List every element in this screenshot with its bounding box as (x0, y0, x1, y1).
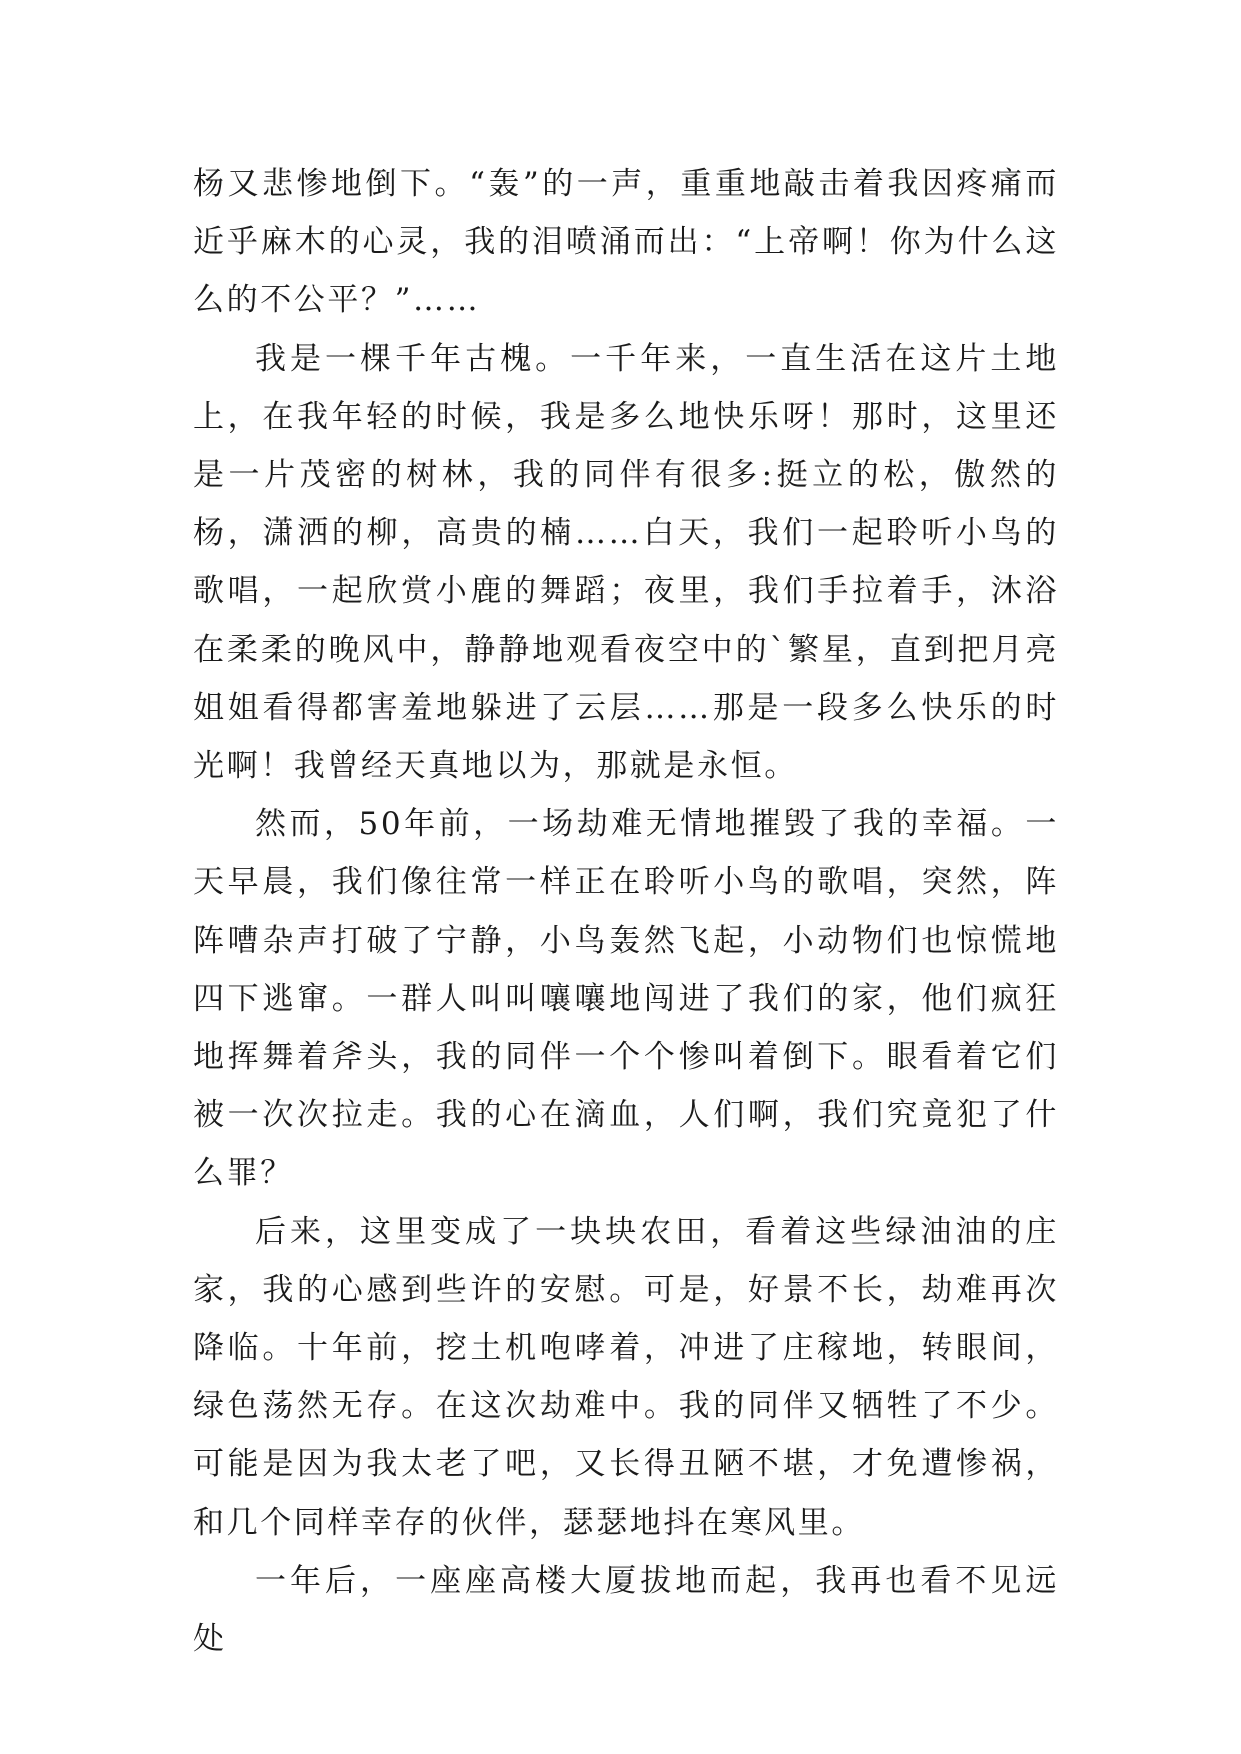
paragraph-disaster-50-years: 然而，50年前，一场劫难无情地摧毁了我的幸福。一天早晨，我们像往常一样正在聆听小鸟的歌唱，突然，阵阵嘈杂声打破了宁静，小鸟轰然飞起，小动物们也惊慌地四下逃窜。一群人叫叫嚷嚷地闯进了我们的家，他们疯狂地挥舞着斧头，我的同伴一个个惨叫着倒下。眼看着它们被一次次拉走。我的心在滴血，人们啊，我们究竟犯了什么罪？ (193, 806, 1059, 1192)
paragraph-high-rises: 一年后，一座座高楼大厦拔地而起，我再也看不见远处 (193, 1562, 1059, 1658)
paragraph-farmland: 后来，这里变成了一块块农田，看着这些绿油油的庄家，我的心感到些许的安慰。可是，好景不长，劫难再次降临。十年前，挖土机咆哮着，冲进了庄稼地，转眼间，绿色荡然无存。在这次劫难中。我的同伴又牺牲了不少。可能是因为我太老了吧，又长得丑陋不堪，才免遭惨祸，和几个同样幸存的伙伴，瑟瑟地抖在寒风里。 (193, 1213, 1059, 1541)
paragraph-ancient-locust: 我是一棵千年古槐。一千年来，一直生活在这片土地上，在我年轻的时候，我是多么地快乐呀！那时，这里还是一片茂密的树林，我的同伴有很多:挺立的松，傲然的杨，潇洒的柳，高贵的楠……白天，我们一起聆听小鸟的歌唱，一起欣赏小鹿的舞蹈；夜里，我们手拉着手，沐浴在柔柔的晚风中，静静地观看夜空中的`繁星，直到把月亮姐姐看得都害羞地躲进了云层……那是一段多么快乐的时光啊！我曾经天真地以为，那就是永恒。 (193, 340, 1059, 785)
document-body (193, 155, 1059, 1668)
paragraph-continued: 杨又悲惨地倒下。“轰”的一声，重重地敲击着我因疼痛而近乎麻木的心灵，我的泪喷涌而出：“上帝啊！你为什么这么的不公平？”…… (193, 166, 1059, 319)
